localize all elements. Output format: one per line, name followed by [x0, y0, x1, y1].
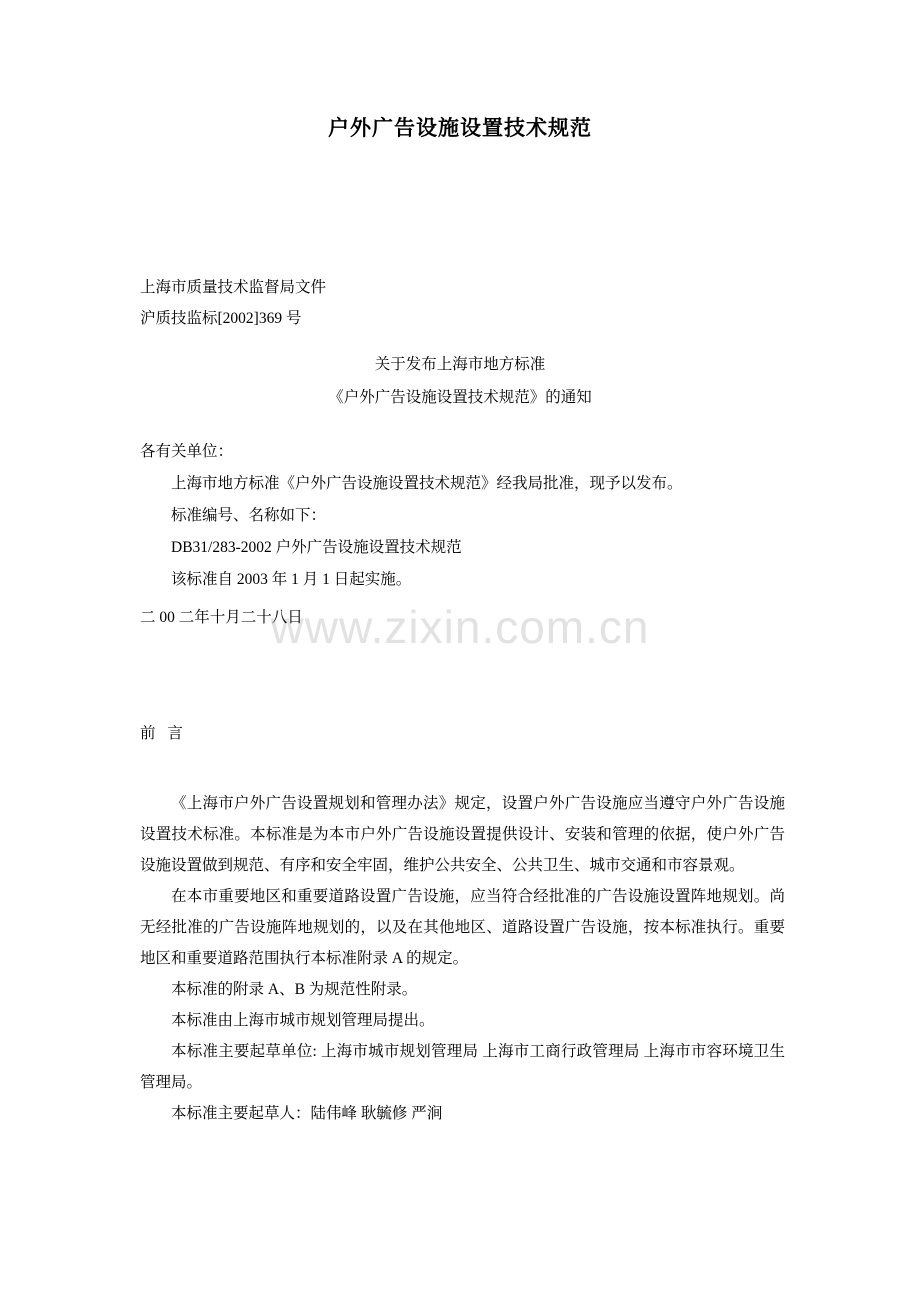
notice-paragraph-1: 上海市地方标准《户外广告设施设置技术规范》经我局批准，现予以发布。	[171, 475, 683, 492]
preface-paragraph-1: 《上海市户外广告设置规划和管理办法》规定，设置户外广告设施应当遵守户外广告设施设置技术标准。本标准是为本市户外广告设施设置提供设计、安装和管理的依据，使户外广告设施设置做到规范、有序和安全牢固，维护公共安全、公共卫生、城市交通和市容景观。	[140, 795, 785, 874]
notice-heading-line1: 关于发布上海市地方标准	[374, 356, 546, 373]
notice-heading-line2: 《户外广告设施设置技术规范》的通知	[328, 389, 592, 406]
notice-heading	[140, 348, 780, 414]
preface-paragraph-4: 本标准由上海市城市规划管理局提出。	[171, 1012, 435, 1029]
issuer-block	[140, 272, 840, 334]
notice-paragraph-2: 标准编号、名称如下：	[171, 507, 327, 524]
issuer-organization: 上海市质量技术监督局文件	[140, 279, 327, 296]
watermark-text: www.zixin.com.cn	[270, 601, 650, 653]
issuer-document-number: 沪质技监标[2002]369 号	[140, 310, 302, 327]
preface-body	[140, 788, 785, 1129]
preface-paragraph-3: 本标准的附录 A、B 为规范性附录。	[171, 981, 418, 998]
preface-paragraph-6: 本标准主要起草人：陆伟峰 耿毓修 严涧	[171, 1105, 443, 1122]
notice-standard-code: DB31/283-2002 户外广告设施设置技术规范	[171, 539, 462, 556]
notice-salutation: 各有关单位：	[140, 443, 234, 460]
page-title: 户外广告设施设置技术规范	[328, 116, 592, 140]
date-signature: 二 00 二年十月二十八日	[140, 609, 303, 626]
preface-paragraph-2: 在本市重要地区和重要道路设置广告设施，应当符合经批准的广告设施设置阵地规划。尚无经批准的广告设施阵地规划的，以及在其他地区、道路设置广告设施，按本标准执行。重要地区和重要道路范围执行本标准附录 A 的规定。	[140, 888, 785, 967]
notice-paragraph-4: 该标准自 2003 年 1 月 1 日起实施。	[171, 571, 412, 588]
preface-heading: 前 言	[140, 725, 187, 742]
preface-paragraph-5: 本标准主要起草单位: 上海市城市规划管理局 上海市工商行政管理局 上海市市容环境卫生管理局。	[140, 1043, 785, 1091]
notice-body	[140, 436, 800, 596]
